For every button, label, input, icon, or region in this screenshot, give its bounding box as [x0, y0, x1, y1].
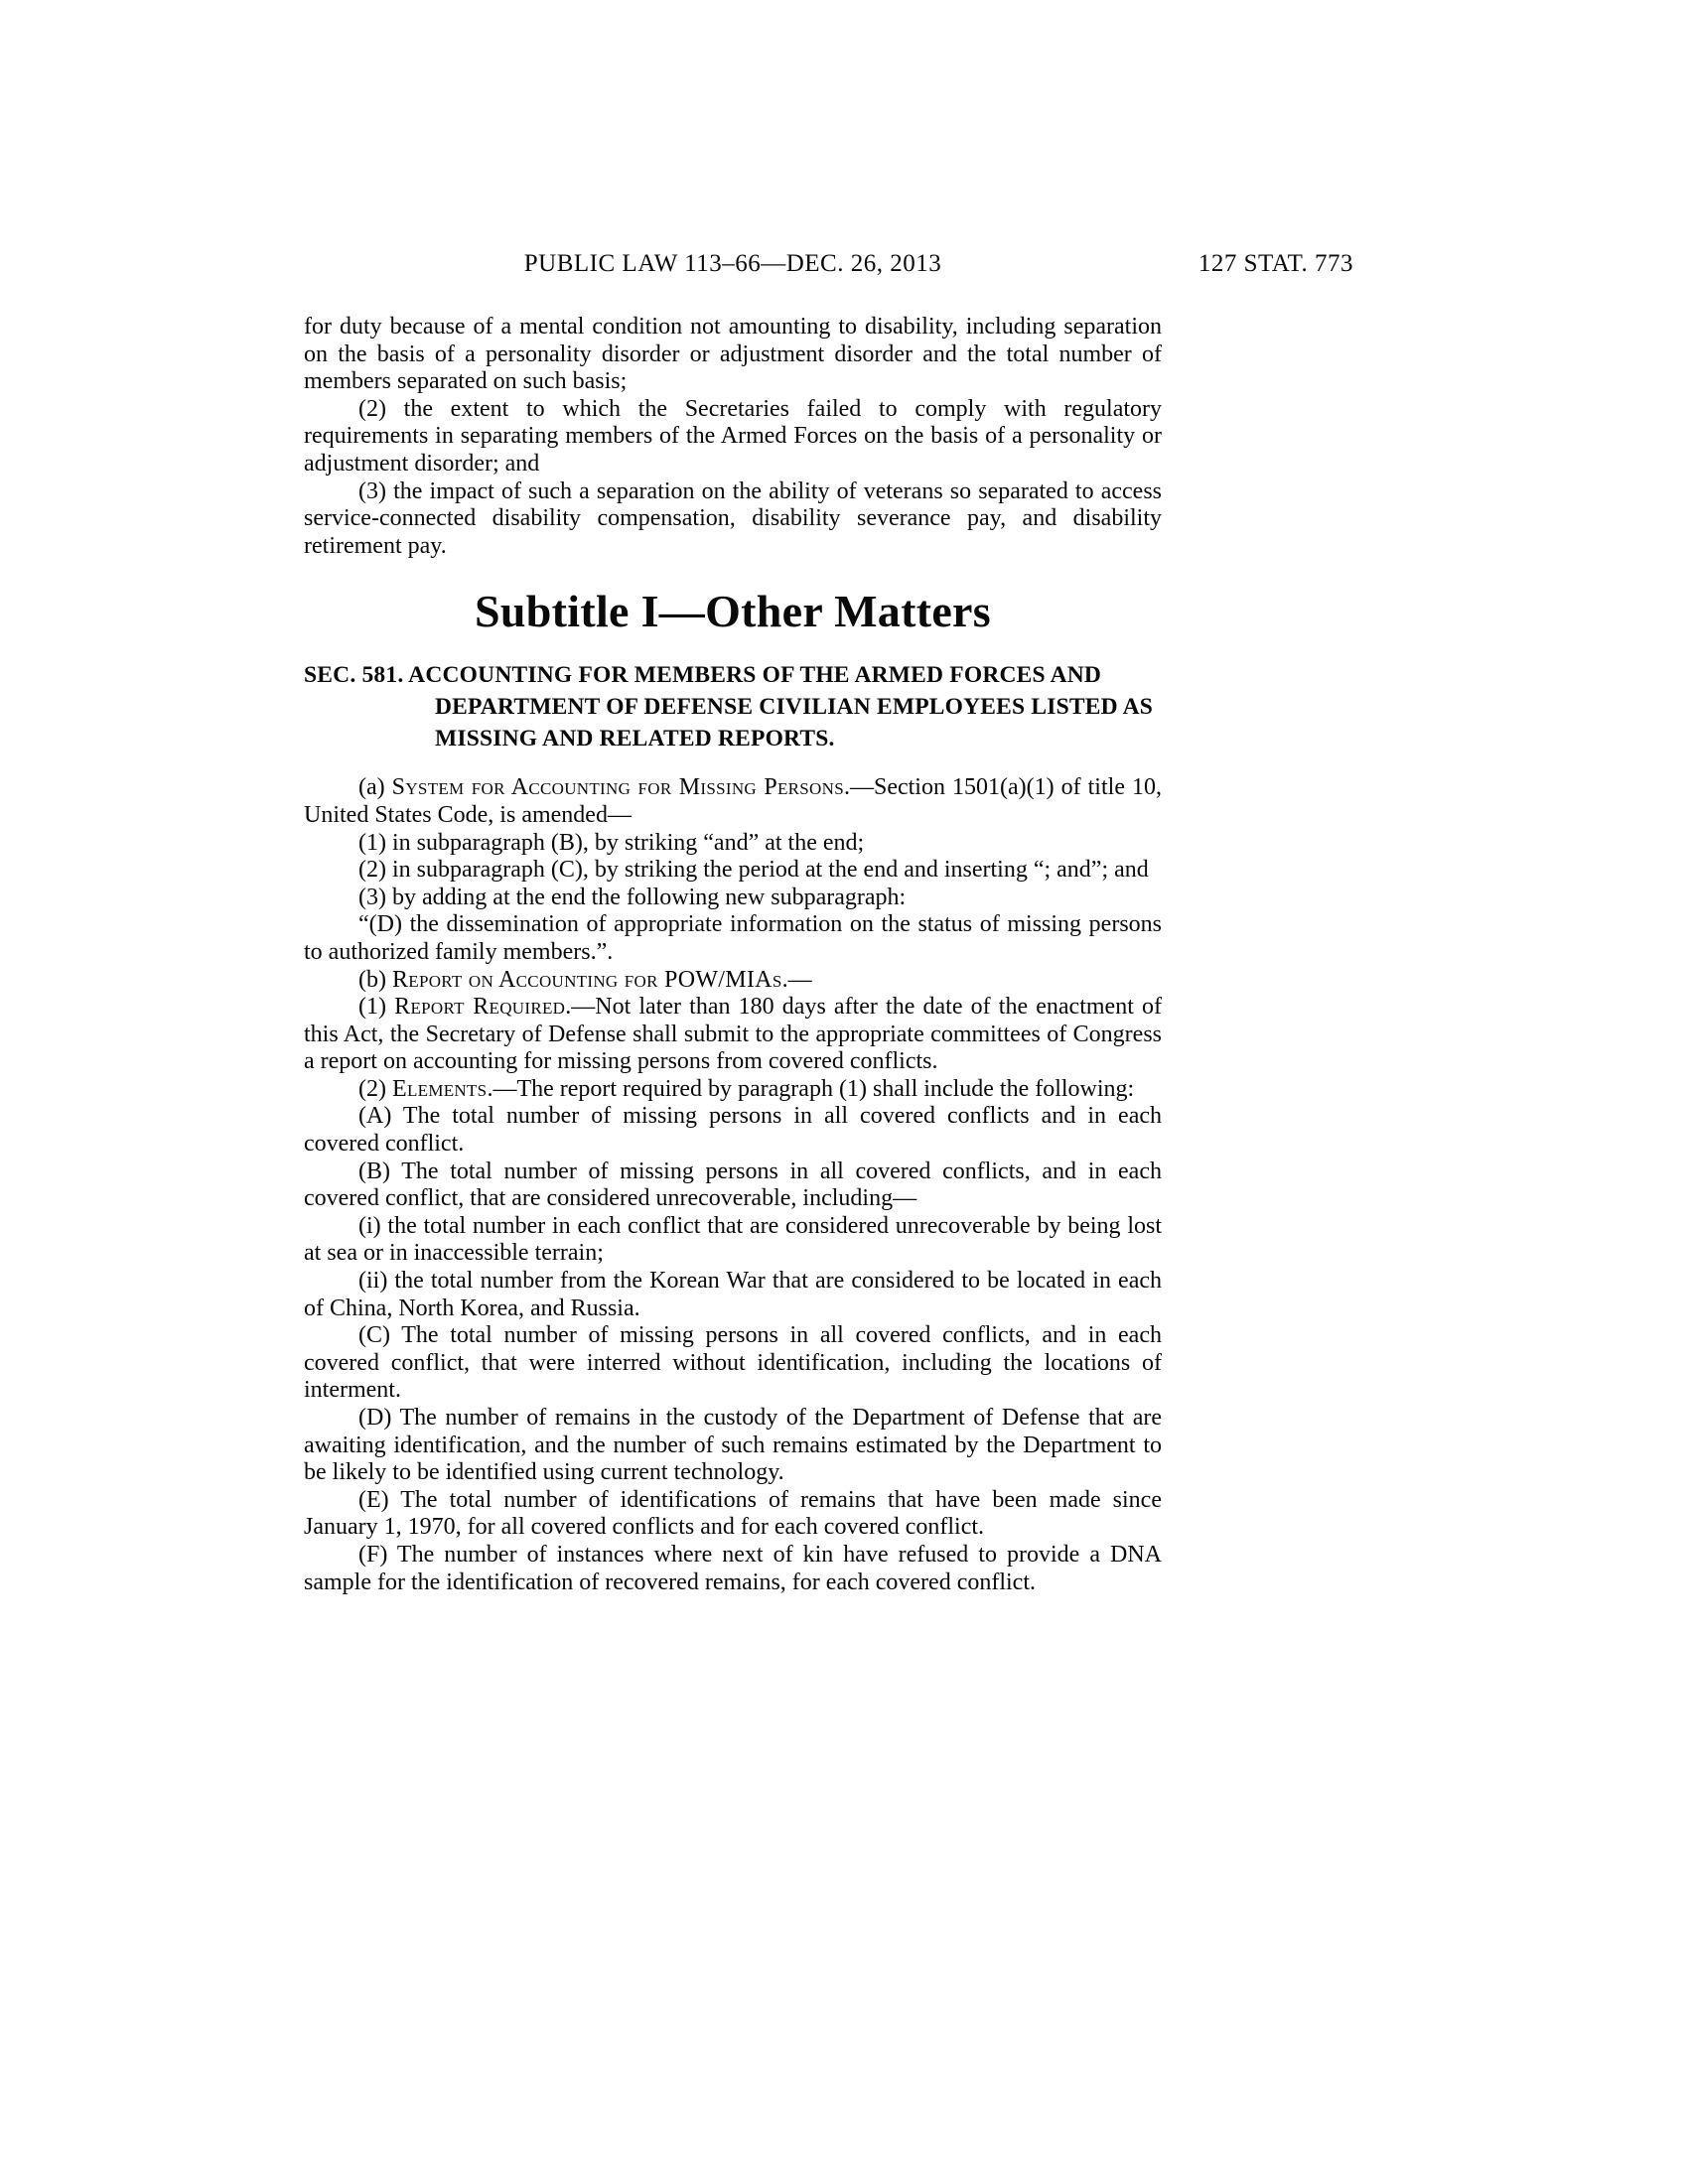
paragraph-text: .—Section 1501(a)(1) of title 10, United States Code, is amended—: [304, 774, 1162, 828]
paragraph-text: (i) the total number in each conflict that are considered unrecoverable by being lost at sea or in inaccessible terrain;: [304, 1212, 1162, 1267]
subsection-b-clause-1: [304, 994, 1162, 1076]
quoted-subparagraph-D: [304, 911, 1162, 966]
subsection-a-clause-2: [304, 857, 1162, 885]
subsection-b-clause-2: [304, 1076, 1162, 1104]
paragraph-text: (E) The total number of identifications of remains that have been made since January 1, 1970, for all covered conflicts and for each covered conflict.: [304, 1486, 1162, 1541]
subsection-label: (b): [358, 966, 392, 993]
page-header: [304, 250, 1353, 282]
smallcaps-text: Report on Accounting for POW/MIAs: [391, 966, 782, 993]
element-D-paragraph: [304, 1405, 1162, 1487]
element-A-paragraph: [304, 1103, 1162, 1158]
element-C-paragraph: [304, 1322, 1162, 1405]
smallcaps-text: Report Required: [394, 994, 566, 1021]
subsection-a-paragraph: [304, 774, 1162, 829]
subtitle-heading: Subtitle I—Other Matters: [475, 586, 991, 637]
carryover-paragraph: [304, 314, 1162, 396]
subsection-a-clause-3: [304, 885, 1162, 912]
element-F-paragraph: [304, 1542, 1162, 1596]
paragraph-text: (2) the extent to which the Secretaries failed to comply with regulatory requirements in separating members of the Armed Forces on the basis of a personality or adjustment disorder; and: [304, 395, 1162, 477]
clause-label: (1): [358, 994, 395, 1021]
paragraph-text: .—Not later than 180 days after the date of the enactment of this Act, the Secretary of Defense shall submit to the appropriate committees of Congress a report on accounting for missing persons from covered conflicts.: [304, 994, 1163, 1075]
element-E-paragraph: [304, 1487, 1162, 1542]
clause-label: (2): [358, 1075, 392, 1102]
clause-2-paragraph: [304, 396, 1162, 478]
paragraph-text: (B) The total number of missing persons in all covered conflicts, and in each covered conflict, that are considered unrecoverable, including—: [304, 1158, 1162, 1212]
subsection-b-paragraph: [304, 967, 1162, 995]
paragraph-text: (A) The total number of missing persons in all covered conflicts and in each covered conflict.: [304, 1103, 1162, 1158]
law-title: PUBLIC LAW 113–66—DEC. 26, 2013: [523, 250, 942, 277]
paragraph-text: .—The report required by paragraph (1) shall include the following:: [487, 1075, 1135, 1102]
paragraph-text: (2) in subparagraph (C), by striking the period at the end and inserting “; and”; and: [358, 857, 1149, 884]
paragraph-text: (3) by adding at the end the following new subparagraph:: [358, 884, 907, 910]
smallcaps-text: Elements: [391, 1075, 488, 1102]
paragraph-text: (C) The total number of missing persons in all covered conflicts, and in each covered conflict, that were interred without identification, including the locations of interment.: [304, 1322, 1162, 1404]
paragraph-text: (3) the impact of such a separation on the ability of veterans so separated to access service-connected disability compensation, disability severance pay, and disability retirement pay.: [304, 478, 1162, 559]
paragraph-text: (D) The number of remains in the custody of the Department of Defense that are awaiting identification, and the number of such remains estimated by the Department to be likely to be identified using current technology.: [304, 1405, 1162, 1486]
element-B-item-ii: [304, 1268, 1162, 1322]
paragraph-text: for duty because of a mental condition not amounting to disability, including separation on the basis of a personality disorder or adjustment disorder and the total number of members separated on such basis;: [304, 314, 1162, 395]
clause-3-paragraph: [304, 478, 1162, 561]
paragraph-text: (ii) the total number from the Korean War that are considered to be located in each of China, North Korea, and Russia.: [304, 1268, 1162, 1321]
element-B-paragraph: [304, 1159, 1162, 1213]
section-number: SEC. 581.: [304, 662, 404, 689]
subsection-a-clause-1: [304, 830, 1162, 858]
subsection-label: (a): [358, 774, 392, 801]
paragraph-text: (1) in subparagraph (B), by striking “and” at the end;: [358, 829, 865, 856]
document-body: [304, 314, 1162, 1596]
section-heading: [304, 659, 1162, 754]
paragraph-text: “(D) the dissemination of appropriate information on the status of missing persons to authorized family members.”.: [304, 911, 1162, 965]
paragraph-text: (F) The number of instances where next of kin have refused to provide a DNA sample for the identification of recovered remains, for each covered conflict.: [304, 1541, 1162, 1595]
paragraph-text: .—: [781, 966, 812, 993]
element-B-item-i: [304, 1213, 1162, 1268]
section-title: ACCOUNTING FOR MEMBERS OF THE ARMED FORCES AND DEPARTMENT OF DEFENSE CIVILIAN EMPLOYEES LISTED AS MISSING AND RELATED REPORTS.: [408, 662, 1154, 752]
stat-page-number: 127 STAT. 773: [1197, 250, 1353, 277]
smallcaps-text: System for Accounting for Missing Persons: [391, 774, 844, 801]
